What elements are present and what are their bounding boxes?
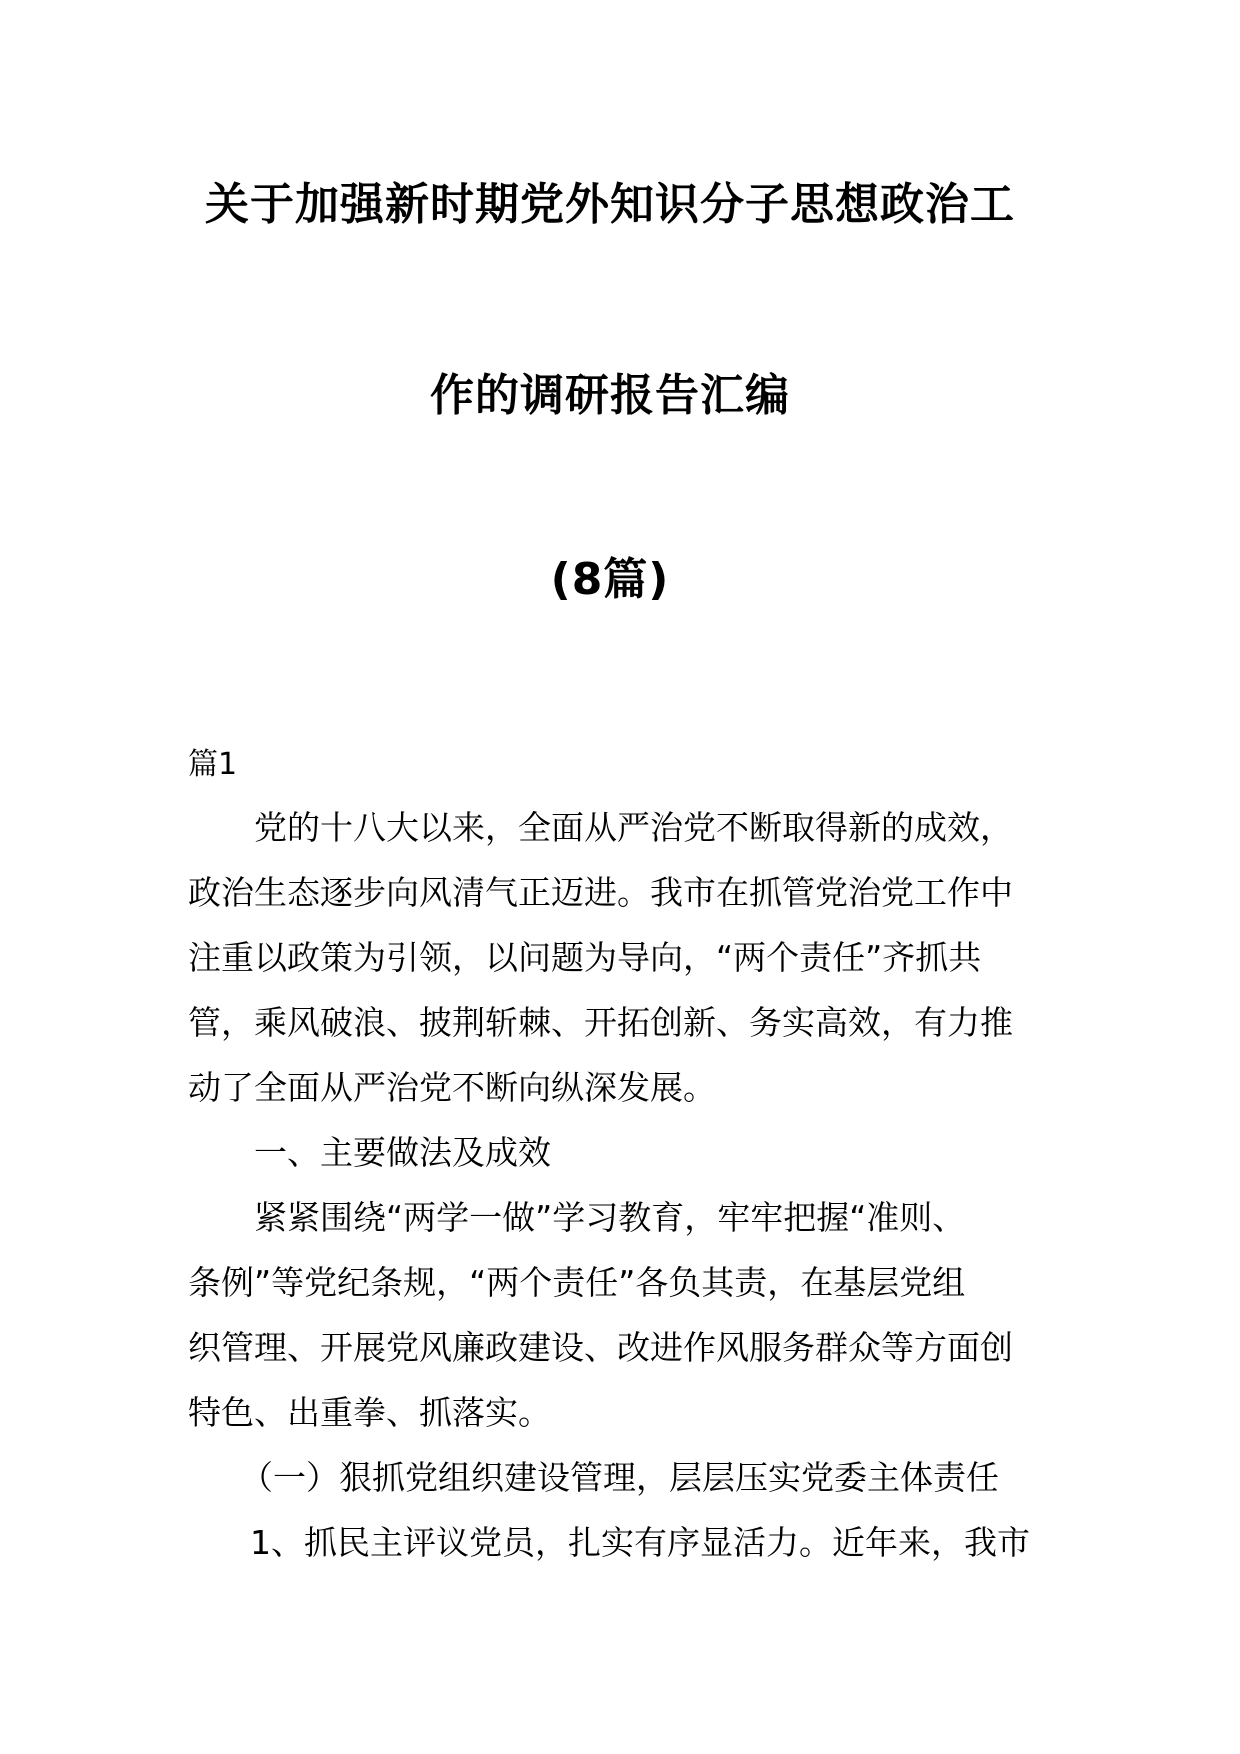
piece-label: 篇1 <box>188 747 238 782</box>
paragraph-line: 党的十八大以来，全面从严治党不断取得新的成效， <box>254 808 1013 847</box>
piece-label-line <box>188 730 1058 795</box>
paragraph-line: 政治生态逐步向风清气正迈进。我市在抓管党治党工作中 <box>188 873 1013 912</box>
subsection-heading: （一）狠抓党组织建设管理，层层压实党委主体责任 <box>240 1458 999 1497</box>
document-body <box>188 730 1058 1575</box>
paragraph-line: 织管理、开展党风廉政建设、改进作风服务群众等方面创 <box>188 1328 1013 1367</box>
paragraph-line: 动了全面从严治党不断向纵深发展。 <box>188 1068 716 1107</box>
paragraph-line: 管，乘风破浪、披荆斩棘、开拓创新、务实高效，有力推 <box>188 1003 1013 1042</box>
paragraph-line: 特色、出重拳、抓落实。 <box>188 1393 551 1432</box>
document-title-line-2: 作的调研报告汇编 <box>430 370 790 421</box>
paragraph-line: 1、抓民主评议党员，扎实有序显活力。近年来，我市 <box>250 1523 1030 1562</box>
paragraph-line: 条例”等党纪条规，“两个责任”各负其责，在基层党组 <box>188 1263 966 1302</box>
section-heading: 一、主要做法及成效 <box>254 1133 551 1172</box>
paragraph-line: 紧紧围绕“两学一做”学习教育，牢牢把握“准则、 <box>254 1198 966 1237</box>
document-title-count: (8篇) <box>550 554 670 605</box>
paragraph-line: 注重以政策为引领，以问题为导向，“两个责任”齐抓共 <box>188 938 982 977</box>
document-title-line-1: 关于加强新时期党外知识分子思想政治工 <box>205 179 1015 230</box>
